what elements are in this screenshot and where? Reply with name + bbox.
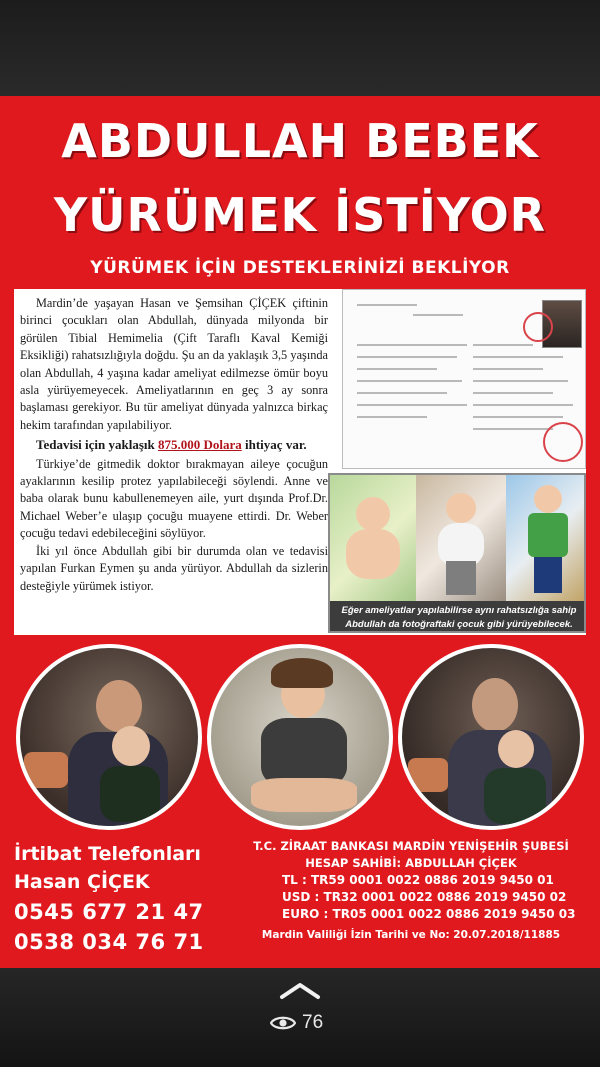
document-text-line xyxy=(357,356,457,358)
eye-icon xyxy=(270,1014,296,1032)
account-holder: HESAP SAHİBİ: ABDULLAH ÇİÇEK xyxy=(305,856,517,870)
document-text-line xyxy=(357,344,467,346)
document-text-line xyxy=(357,380,462,382)
baby-photo xyxy=(330,475,416,601)
top-dark-area xyxy=(0,0,600,96)
iban-euro: EURO : TR05 0001 0022 0886 2019 9450 03 xyxy=(282,907,576,921)
funding-need-prefix: Tedavisi için yaklaşık xyxy=(36,437,158,453)
document-text-line xyxy=(357,392,447,394)
poster-subtitle: YÜRÜMEK İÇİN DESTEKLERİNİZİ BEKLİYOR xyxy=(90,258,510,278)
official-stamp-icon xyxy=(543,422,583,462)
document-text-line xyxy=(357,416,427,418)
story-panel xyxy=(14,289,586,635)
iban-tl: TL : TR59 0001 0022 0886 2019 9450 01 xyxy=(282,873,554,887)
iban-usd: USD : TR32 0001 0022 0886 2019 9450 02 xyxy=(282,890,567,904)
document-text-line xyxy=(357,368,437,370)
view-counter xyxy=(270,1010,340,1036)
bank-branch: T.C. ZİRAAT BANKASI MARDİN YENİŞEHİR ŞUBESİ xyxy=(253,839,569,853)
contact-heading xyxy=(14,840,201,896)
document-text-line xyxy=(357,304,417,306)
funding-need xyxy=(20,436,328,453)
document-text-line xyxy=(473,392,553,394)
headline-line-1: ABDULLAH BEBEK xyxy=(61,114,539,168)
child-crawling-photo xyxy=(207,644,393,830)
walking-child-photo xyxy=(506,475,586,601)
contact-label-line-1: İrtibat Telefonları xyxy=(14,843,201,865)
document-text-line xyxy=(473,404,573,406)
story-text xyxy=(20,295,328,595)
view-count: 76 xyxy=(302,1012,324,1033)
leg-fixator xyxy=(446,561,476,595)
chevron-up-icon[interactable] xyxy=(277,978,323,1002)
document-text-line xyxy=(473,356,563,358)
document-text-line xyxy=(473,368,543,370)
document-text-line xyxy=(357,404,467,406)
document-text-line xyxy=(473,380,568,382)
story-paragraph-1: Mardin’de yaşayan Hasan ve Şemsihan ÇİÇEK çiftinin birinci çocukları olan Abdullah, dünyada milyonda bir görülen Tibial Hemimelia (Çift Taraflı Kaval Kemiği Eksikliği) rahatsızlığıyla doğdu. Şu an da yaklaşık 3,5 yaşında olan Abdullah, 4 yaşına kadar ameliyat edilmezse ömür boyu asla yürüyemeyecek. Ameliyatlarının en geç 3 ay sonra başlaması gerekiyor. Bu tür ameliyat dünyada yalnızca birkaç hekim tarafından yapılabiliyor. xyxy=(20,296,328,432)
document-text-line xyxy=(473,416,563,418)
headline-line-2: YÜRÜMEK İSTİYOR xyxy=(53,188,547,242)
phone-number-2: 0538 034 76 71 xyxy=(14,930,204,954)
document-text-line xyxy=(413,314,463,316)
fundraising-poster xyxy=(0,96,600,968)
permit-info: Mardin Valiliği İzin Tarihi ve No: 20.07.2018/11885 xyxy=(261,929,561,941)
contact-name: Hasan ÇİÇEK xyxy=(14,871,150,893)
surgery-photo xyxy=(416,475,506,601)
bank-details xyxy=(236,838,586,944)
document-text-line xyxy=(473,428,553,430)
photo-caption: Eğer ameliyatlar yapılabilirse aynı rahatsızlığa sahip Abdullah da fotoğraftaki çocuk gibi yürüyebilecek. xyxy=(330,601,586,633)
comparison-photo-strip xyxy=(328,473,586,633)
funding-need-amount: 875.000 Dolara xyxy=(157,437,242,453)
family-photo-1 xyxy=(16,644,202,830)
official-document-image xyxy=(342,289,586,469)
family-photo-2 xyxy=(398,644,584,830)
phone-number-1: 0545 677 21 47 xyxy=(14,900,204,924)
story-paragraph-2: Türkiye’de gitmedik doktor bırakmayan aileye çocuğun ayaklarının kesilip protez yapılabileceği söylendi. Anne ve baba olarak bunu kabullenemeyen aile, yurt dışında Prof.Dr. Michael Weber’e ulaşıp çocuğu muayene ettirdi. Dr. Weber çocuğu tedavi edebileceğini söylüyor. xyxy=(20,456,328,541)
document-text-line xyxy=(473,344,533,346)
official-stamp-icon xyxy=(523,312,553,342)
funding-need-suffix: ihtiyaç var. xyxy=(241,437,307,453)
story-paragraph-3: İki yıl önce Abdullah gibi bir durumda olan ve tedavisi yapılan Furkan Eymen şu anda yürüyor. Abdullah da sizlerin desteğiyle yürümek istiyor. xyxy=(20,543,328,593)
